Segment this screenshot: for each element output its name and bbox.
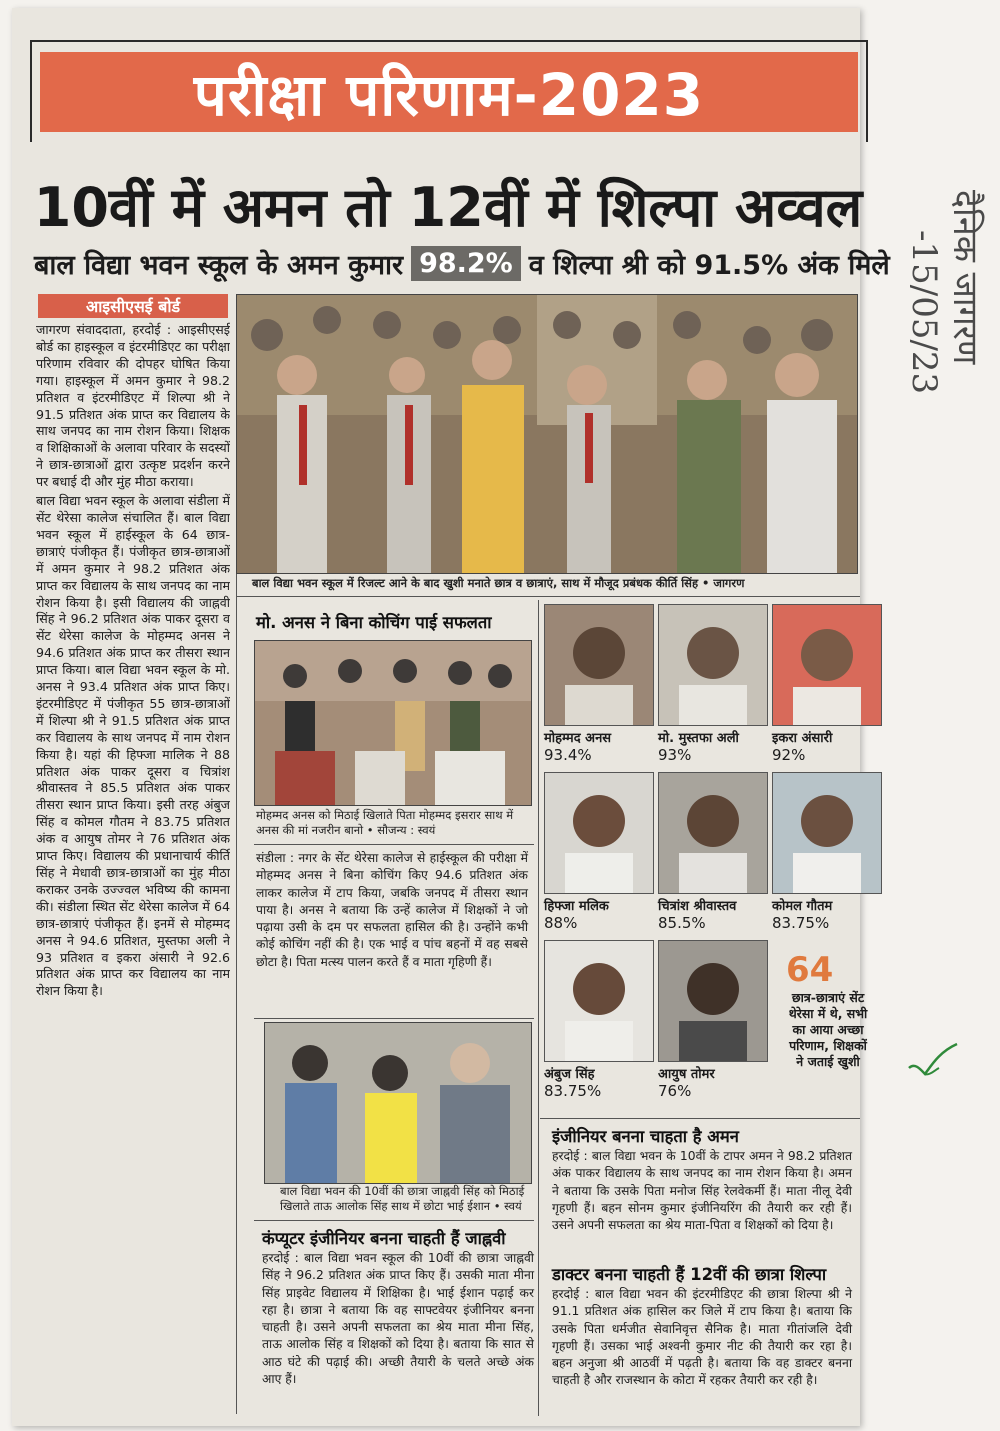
topper-card — [544, 940, 654, 1100]
topper-percent: 85.5% — [658, 914, 706, 932]
topper-percent: 93% — [658, 746, 692, 764]
handwritten-paper-name: दैनिक जागरण — [945, 190, 985, 365]
aman-story: हरदोई : बाल विद्या भवन के 10वीं के टापर अमन ने 98.2 प्रतिशत अंक पाकर विद्यालय के साथ जनपद का नाम रोशन किया है। अमन ने बताया कि उसके पिता मनोज सिंह रेलवेकर्मी हैं। माता नीलू देवी गृहणी हैं। बहन सोनम कुमार इंजीनियरिंग की तैयारी कर रही हैं। उसने अपनी सफलता का श्रेय माता-पिता व शिक्षकों को दिया है। — [552, 1149, 852, 1233]
jahnavi-photo-image — [265, 1023, 531, 1183]
topper-photo — [658, 940, 768, 1062]
anas-photo-caption: मोहम्मद अनस को मिठाई खिलाते पिता मोहम्मद इसरार साथ में अनस की मां नजरीन बानो • सौजन्य : स्वयं — [256, 808, 514, 837]
anas-box-title: मो. अनस ने बिना कोचिंग पाई सफलता — [256, 613, 492, 632]
shilpa-story: हरदोई : बाल विद्या भवन की इंटरमीडिएट की छात्रा शिल्पा श्री ने 91.1 प्रतिशत अंक हासिल कर जिले में टाप किया है। बताया कि उसके पिता धर्मजीत सेवानिवृत्त सैनिक है। माता गीतांजलि देवी गृहणी हैं। उसका भाई अश्वनी कुमार नीट की तैयारी कर रहा है। बहन अनुजा श्री आठवीं में पढ़ती है। बताया कि वह डाक्टर बनना चाहती है और राजस्थान के कोटा में रहकर तैयारी कर रही है। — [552, 1287, 852, 1388]
shilpa-box-title: डाक्टर बनना चाहती हैं 12वीं की छात्रा शिल्पा — [552, 1265, 827, 1284]
main-story-paragraph-2: बाल विद्या भवन स्कूल के अलावा संडीला में सेंट थेरेसा कालेज संचालित हैं। बाल विद्या भवन स्कूल में हाईस्कूल के 64 छात्र-छात्राएं पंजीकृत हैं। पंजीकृत छात्र-छात्राओं में अमन कुमार ने 98.2 प्रतिशत अंक प्राप्त कर विद्यालय के साथ जनपद का नाम रोशन किया है। इसी विद्यालय की जाह्नवी सिंह ने 96.2 प्रतिशत अंक पाकर दूसरा व सेंट थेरेसा कालेज के मोहम्मद अनस ने 94.6 प्रतिशत अंक प्राप्त कर तीसरा स्थान प्राप्त किया। बाल विद्या भवन स्कूल के मो. अनस ने 93.4 प्रतिशत अंक प्राप्त किए। इंटरमीडिएट में पंजीकृत 55 छात्र-छात्राओं में शिल्पा श्री ने 91.5 प्रतिशत अंक प्राप्त कर विद्यालय के साथ जनपद में नाम रोशन किया है। यहां की हिफ्जा मालिक ने 88 प्रतिशत अंक पाकर दूसरा व चित्रांश श्रीवास्तव ने 85.5 प्रतिशत अंक पाकर तीसरा स्थान प्राप्त किया। इसी तरह अंबुज सिंह व कोमल गौतम ने 83.75 प्रतिशत अंक व आयुष तोमर ने 76 प्रतिशत अंक प्राप्त किए। विद्यालय की प्रधानाचार्य कीर्ति सिंह ने मेधावी छात्र-छात्राओं का मुंह मीठा कराकर उनके उज्ज्वल भविष्य की कामना की। संडीला स्थित सेंट थेरेसा कालेज में 64 छात्र-छात्राएं पंजीकृत हैं। इनमें से मोहम्मद अनस ने 94.6 प्रतिशत, मुस्तफा अली ने 93 प्रतिशत व इकरा अंसारी ने 92.6 प्रतिशत अंक प्राप्त कर विद्यालय का नाम रोशन किया है। — [36, 493, 230, 999]
checkmark-signature — [905, 1040, 965, 1090]
jahnavi-photo-caption: बाल विद्या भवन की 10वीं की छात्रा जाह्नवी सिंह को मिठाई खिलाते ताऊ आलोक सिंह साथ में छोटा भाई ईशान • स्वयं — [280, 1184, 525, 1213]
handwritten-note — [904, 190, 990, 394]
subhead-percent-box: 98.2% — [411, 246, 521, 281]
group-photo — [236, 294, 858, 574]
group-photo-image — [237, 295, 857, 573]
topper-card — [772, 604, 882, 764]
anas-photo-image — [255, 641, 531, 805]
topper-name: मोहम्मद अनस — [544, 731, 612, 746]
topper-photo-image — [773, 605, 881, 725]
topper-percent: 93.4% — [544, 746, 592, 764]
topper-percent: 92% — [772, 746, 806, 764]
topper-photo — [658, 772, 768, 894]
horizontal-rule — [254, 844, 534, 845]
horizontal-rule — [540, 1118, 860, 1119]
handwritten-date: -15/05/23 — [904, 230, 944, 395]
topper-percent: 76% — [658, 1082, 692, 1100]
topper-name: इकरा अंसारी — [772, 731, 833, 746]
topper-name: अंबुज सिंह — [544, 1067, 595, 1082]
column-divider — [538, 600, 539, 1416]
jahnavi-box-title: कंप्यूटर इंजीनियर बनना चाहती हैं जाह्नवी — [262, 1229, 506, 1248]
topper-photo — [544, 604, 654, 726]
topper-card — [658, 772, 768, 932]
jahnavi-photo — [264, 1022, 532, 1184]
topper-photo-image — [545, 605, 653, 725]
count-64: 64 — [786, 950, 834, 990]
horizontal-rule — [254, 1018, 534, 1019]
banner-title: परीक्षा परिणाम-2023 — [40, 52, 858, 132]
topper-photo-image — [773, 773, 881, 893]
topper-name: कोमल गौतम — [772, 899, 833, 914]
topper-name: चित्रांश श्रीवास्तव — [658, 899, 737, 914]
topper-photo-image — [659, 941, 767, 1061]
topper-photo — [544, 940, 654, 1062]
aman-box-title: इंजीनियर बनना चाहता है अमन — [552, 1127, 739, 1146]
count-64-note: छात्र-छात्राएं सेंट थेरेसा में थे, सभी का आया अच्छा परिणाम, शिक्षकों ने जताई खुशी — [788, 990, 868, 1069]
main-story-column — [36, 322, 230, 1418]
topper-percent: 83.75% — [544, 1082, 602, 1100]
topper-card — [772, 772, 882, 932]
topper-photo-image — [659, 605, 767, 725]
topper-card — [658, 604, 768, 764]
topper-photo-image — [659, 773, 767, 893]
topper-card — [544, 772, 654, 932]
subhead-after: व शिल्पा श्री को 91.5% अंक मिले — [528, 249, 890, 281]
subhead-before: बाल विद्या भवन स्कूल के अमन कुमार — [34, 249, 404, 281]
anas-photo — [254, 640, 532, 806]
topper-photo — [772, 604, 882, 726]
group-photo-caption: बाल विद्या भवन स्कूल में रिजल्ट आने के बाद खुशी मनाते छात्र व छात्राएं, साथ में मौजूद प्रबंधक कीर्ति सिंह • जागरण — [252, 576, 745, 590]
horizontal-rule — [254, 1220, 534, 1221]
banner-frame — [30, 40, 868, 142]
topper-photo — [658, 604, 768, 726]
anas-story: संडीला : नगर के सेंट थेरेसा कालेज से हाईस्कूल की परीक्षा में मोहम्मद अनस ने बिना कोचिंग किए 94.6 प्रतिशत अंक लाकर कालेज में टाप किया, जबकि जनपद में तीसरा स्थान पाया है। अनस ने बताया कि उन्हें कालेज में शिक्षकों ने जो पढ़ाया उसी के दम पर सफलता हासिल की है। उन्होंने कभी कोई कोचिंग नहीं की है। एक भाई व पांच बहनों में वह सबसे छोटा है। पिता मत्स्य पालन करते हैं व माता गृहिणी हैं। — [256, 851, 528, 969]
section-tag: आइसीएसई बोर्ड — [38, 294, 228, 318]
topper-percent: 83.75% — [772, 914, 830, 932]
horizontal-rule — [236, 596, 860, 597]
topper-name: आयुष तोमर — [658, 1067, 715, 1082]
subheadline — [34, 240, 890, 286]
topper-photo — [772, 772, 882, 894]
topper-name: हिफ्जा मलिक — [544, 899, 609, 914]
topper-card — [658, 940, 768, 1100]
topper-photo-image — [545, 941, 653, 1061]
topper-photo-image — [545, 773, 653, 893]
topper-name: मो. मुस्तफा अली — [658, 731, 739, 746]
topper-card — [544, 604, 654, 764]
main-story-paragraph-1: जागरण संवाददाता, हरदोई : आइसीएसई बोर्ड का हाइस्कूल व इंटरमीडिएट का परीक्षा परिणाम रविवार की दोपहर घोषित किया गया। हाइस्कूल में अमन कुमार ने 98.2 प्रतिशत व इंटरमीडिएट में शिल्पा श्री ने 91.5 प्रतिशत अंक प्राप्त कर विद्यालय के साथ जनपद का नाम रोशन किया। शिक्षक व शिक्षिकाओं के अलावा परिवार के सदस्यों ने छात्र-छात्राओं द्वारा उत्कृष्ट प्रदर्शन करने पर बधाई दी और मुंह मीठा कराया। — [36, 322, 230, 490]
topper-photo — [544, 772, 654, 894]
headline: 10वीं में अमन तो 12वीं में शिल्पा अव्वल — [33, 176, 863, 239]
topper-percent: 88% — [544, 914, 578, 932]
jahnavi-story: हरदोई : बाल विद्या भवन स्कूल की 10वीं की छात्रा जाह्नवी सिंह ने 96.2 प्रतिशत अंक प्राप्त किए हैं। उसकी माता मीना सिंह प्राइवेट विद्यालय में शिक्षिका है। भाई ईशान पढ़ाई कर रहा है। छात्रा ने बताया कि वह साफ्टवेयर इंजीनियर बनना चाहती है। उसने अपनी सफलता का श्रेय माता मीना सिंह, ताऊ आलोक सिंह व शिक्षकों को दिया है। बताया कि सात से आठ घंटे की पढ़ाई की। अच्छी तैयारी के चलते अच्छे अंक आए हैं। — [262, 1251, 534, 1387]
